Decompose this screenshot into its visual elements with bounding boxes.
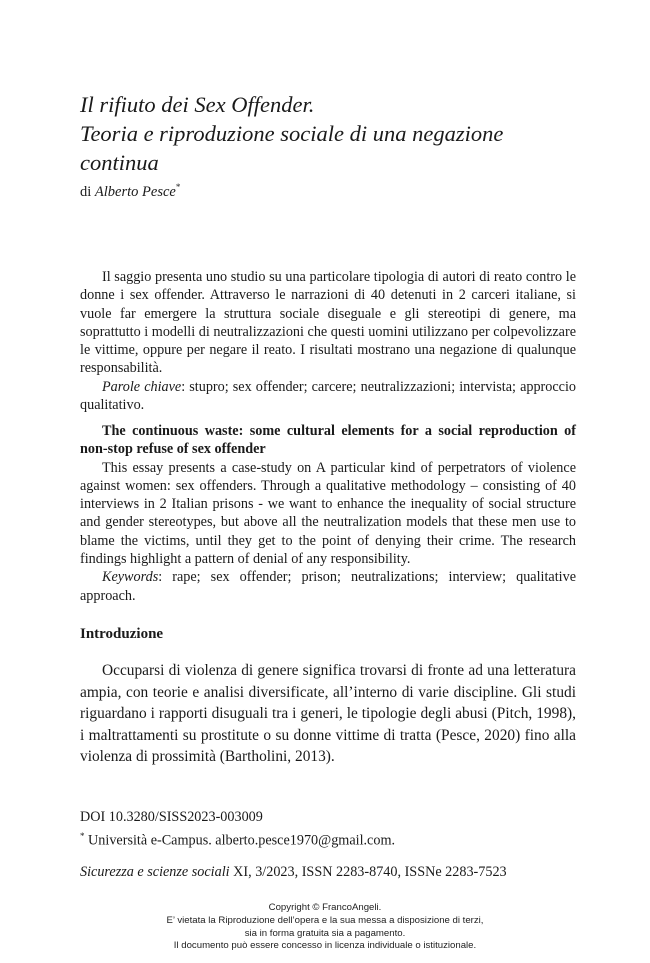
journal-name: Sicurezza e scienze sociali: [80, 864, 230, 880]
footnote: [80, 827, 395, 850]
section-heading: Introduzione: [80, 626, 164, 642]
keywords-italian-label: Parole chiave: [102, 378, 182, 395]
keywords-english-list: : rape; sex offender; prison; neutralizations; interview; qualitative approach.: [80, 569, 576, 604]
footnote-mark: *: [80, 831, 85, 841]
copyright-line: Il documento può essere concesso in licenza individuale o istituzionale.: [173, 940, 477, 952]
footnote-text: Università e-Campus. alberto.pesce1970@gmail.com.: [84, 832, 396, 849]
title-line-2: Teoria e riproduzione sociale di una negazione: [80, 121, 504, 146]
keywords-english-label: Keywords: [102, 569, 159, 586]
byline-prefix: di: [80, 183, 95, 200]
copyright-line: Copyright © FrancoAngeli.: [268, 902, 382, 913]
doi: DOI 10.3280/SISS2023-003009: [80, 809, 263, 825]
article-title: [80, 90, 600, 177]
english-title: The continuous waste: some cultural elements for a social reproduction of non-stop refuse of sex offender: [80, 423, 576, 458]
copyright-line: E’ vietata la Riproduzione dell’opera e la sua messa a disposizione di terzi,: [166, 914, 484, 926]
title-line-3: continua: [80, 150, 159, 175]
byline: [80, 178, 180, 201]
abstract-english-text: This essay presents a case-study on A particular kind of perpetrators of violence against women: sex offenders. Through a qualitative methodology – consisting of 40 interviews in 2 Italian prisons - we want to enhance the inequality of social structure and gender stereotypes, but above all the neutralization models that these men use to blame the victims, until they get to the point of denying their crime. The research findings highlight a pattern of denial of any responsibility.: [80, 459, 576, 568]
abstract-italian: [80, 268, 576, 414]
keywords-english: [80, 568, 576, 605]
author-name: Alberto Pesce: [94, 183, 176, 200]
journal-details: XI, 3/2023, ISSN 2283-8740, ISSNe 2283-7523: [229, 864, 507, 880]
copyright-notice: [0, 902, 650, 953]
author-footnote-mark: *: [175, 182, 181, 192]
abstract-italian-text: Il saggio presenta uno studio su una particolare tipologia di autori di reato contro le donne i sex offender. Attraverso le narrazioni di 40 detenuti in 2 carceri italiane, si vuole far emergere la struttura sociale diseguale e gli stereotipi di genere, ma soprattutto i modelli di neutralizzazioni che questi uomini utilizzano per colpevolizzare le vittime, oppure per negare il reato. I risultati mostrano una negazione di qualunque responsabilità.: [80, 269, 576, 377]
journal-info: [80, 864, 507, 881]
keywords-italian: [80, 378, 576, 415]
abstract-english: [80, 422, 576, 605]
copyright-line: sia in forma gratuita sia a pagamento.: [244, 927, 406, 939]
introduction-text: Occuparsi di violenza di genere significa trovarsi di fronte ad una letteratura ampia, con teorie e analisi diversificate, all’interno di varie discipline. Gli studi riguardano i rapporti disuguali tra i generi, le tipologie degli abusi (Pitch, 1998), i maltrattamenti su prostitute o su donne vittime di tratta (Pesce, 2020) fino alla violenza di prossimità (Bartholini, 2013).: [80, 662, 576, 766]
title-line-1: Il rifiuto dei Sex Offender.: [80, 92, 315, 117]
keywords-italian-list: : stupro; sex offender; carcere; neutralizzazioni; intervista; approccio qualitativo.: [80, 378, 577, 414]
introduction: [80, 660, 576, 768]
